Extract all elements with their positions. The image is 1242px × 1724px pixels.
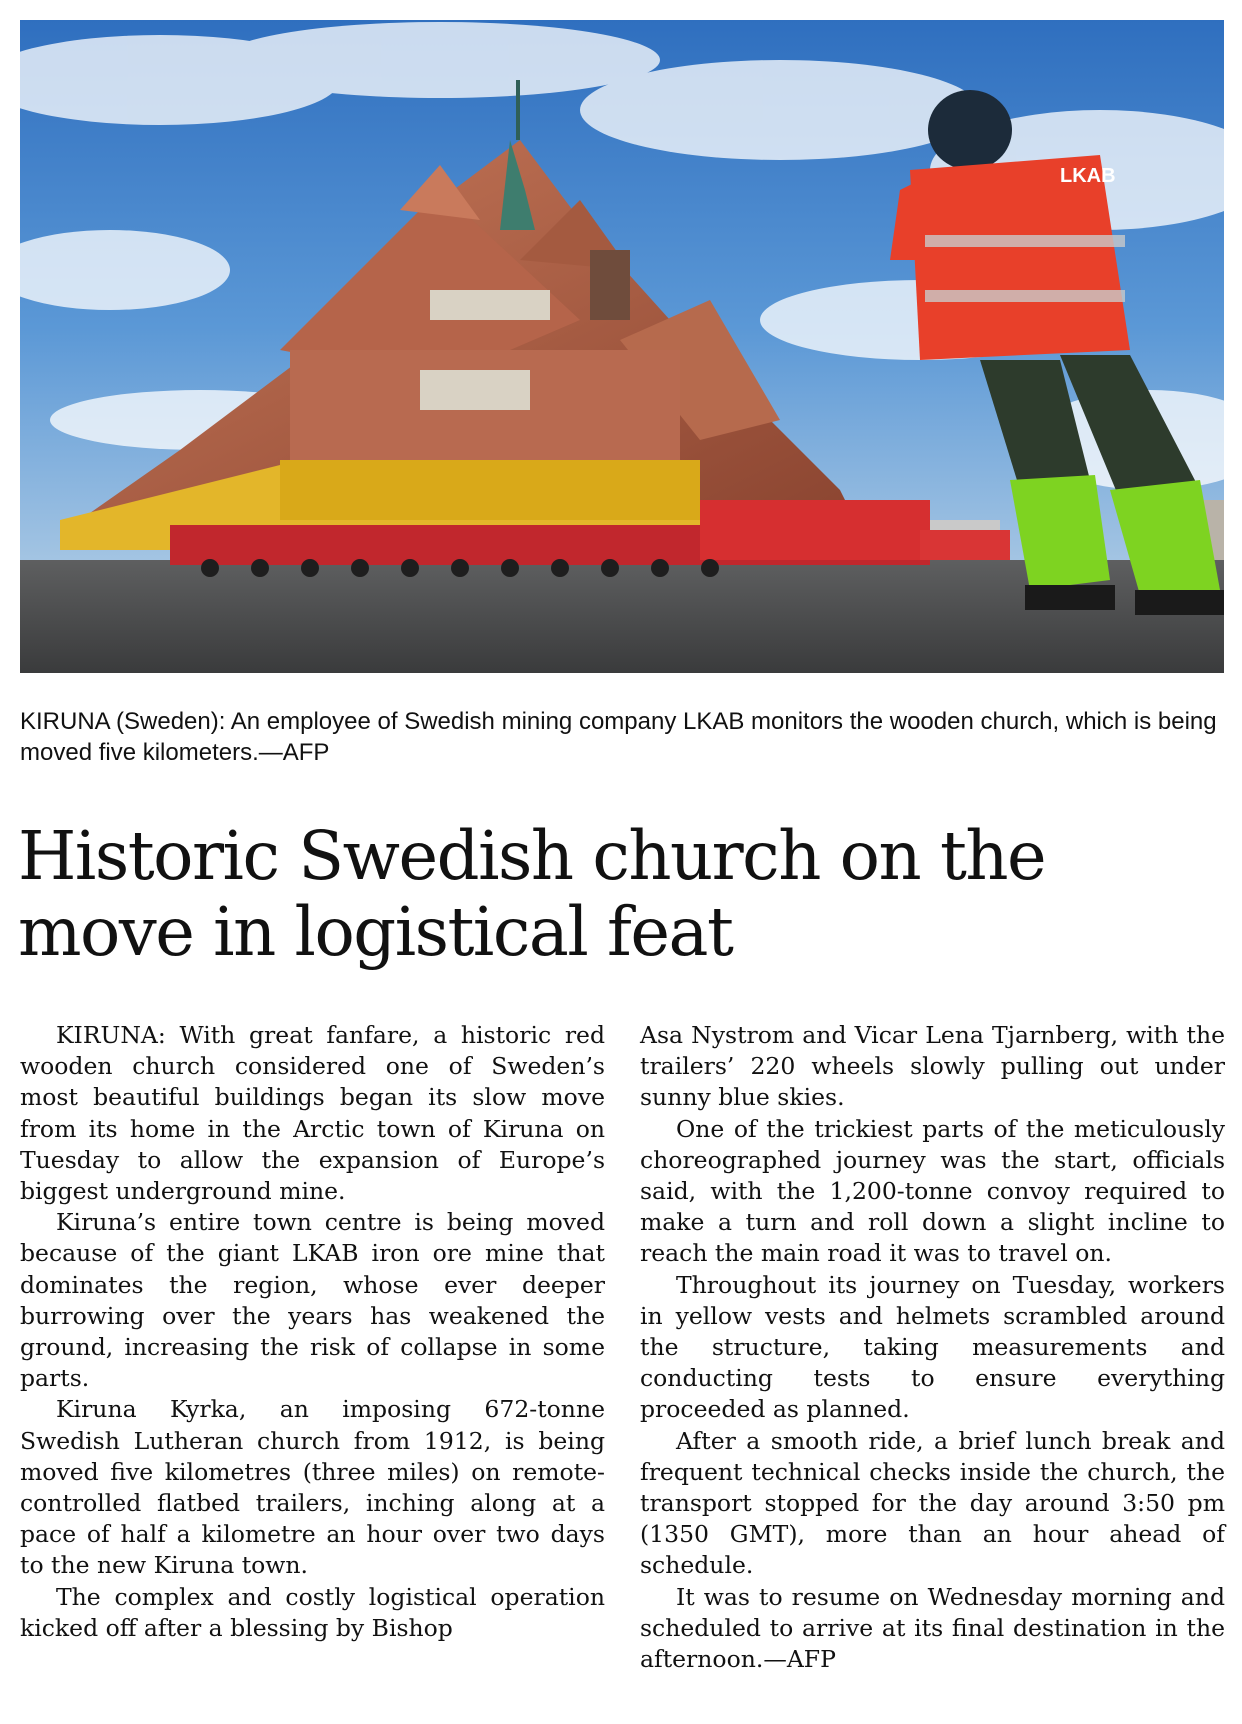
news-photo: [20, 20, 1224, 673]
paragraph: Kiruna Kyrka, an imposing 672-tonne Swedish Lutheran church from 1912, is being moved five kilometres (three miles) on remote-controlled flatbed trailers, inching along at a pace of half a kilometre an hour over two days to the new Kiruna town.: [20, 1395, 605, 1580]
paragraph: It was to resume on Wednesday morning and scheduled to arrive at its final destination in the afternoon.—AFP: [640, 1582, 1225, 1674]
paragraph: Kiruna’s entire town centre is being moved because of the giant LKAB iron ore mine that dominates the region, whose ever deeper burrowing over the years has weakened the ground, increasing the risk of collapse in some parts.: [20, 1208, 605, 1393]
lkab-logo: LKAB: [1060, 165, 1116, 187]
church-move-photo: [20, 20, 1224, 673]
paragraph: After a smooth ride, a brief lunch break and frequent technical checks inside the church, the transport stopped for the day around 3:50 pm (1350 GMT), more than an hour ahead of schedule.: [640, 1426, 1225, 1580]
paragraph: Asa Nystrom and Vicar Lena Tjarnberg, with the trailers’ 220 wheels slowly pulling out under sunny blue skies.: [640, 1021, 1225, 1112]
paragraph: KIRUNA: With great fanfare, a historic red wooden church considered one of Sweden’s most beautiful buildings began its slow move from its home in the Arctic town of Kiruna on Tuesday to allow the expansion of Europe’s biggest underground mine.: [20, 1021, 605, 1206]
photo-caption: KIRUNA (Sweden): An employee of Swedish mining company LKAB monitors the wooden church, which is being moved five kilometers.—AFP: [20, 708, 1217, 766]
paragraph: The complex and costly logistical operation kicked off after a blessing by Bishop: [20, 1582, 605, 1642]
paragraph: One of the trickiest parts of the meticulously choreographed journey was the start, officials said, with the 1,200-tonne convoy required to make a turn and roll down a slight incline to reach the main road it was to travel on.: [640, 1114, 1225, 1268]
headline: Historic Swedish church on the move in logistical feat: [18, 817, 1046, 971]
article-column-left: [20, 1020, 605, 1644]
paragraph: Throughout its journey on Tuesday, workers in yellow vests and helmets scrambled around the structure, taking measurements and conducting tests to ensure everything proceeded as planned.: [640, 1270, 1225, 1424]
article-column-right: [640, 1020, 1225, 1675]
